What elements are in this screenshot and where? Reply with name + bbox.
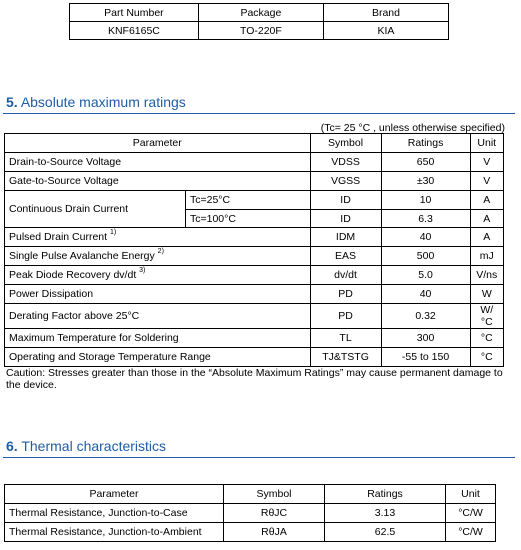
param-cell: Thermal Resistance, Junction-to-Ambient — [5, 523, 224, 542]
header-symbol: Symbol — [224, 485, 325, 504]
table-header-row — [5, 485, 496, 504]
rating-cell: 500 — [381, 247, 470, 266]
param-cell: Continuous Drain Current — [5, 190, 186, 228]
symbol-cell: dv/dt — [310, 266, 381, 285]
section-title-text: Absolute maximum ratings — [20, 94, 186, 110]
section-divider — [3, 113, 515, 114]
table-row — [5, 266, 504, 285]
rating-cell: 10 — [381, 190, 470, 209]
table-row — [5, 152, 504, 171]
rating-cell: 3.13 — [325, 504, 446, 523]
symbol-cell: RθJA — [224, 523, 325, 542]
rating-cell: 40 — [381, 285, 470, 304]
header-package: Package — [198, 4, 323, 22]
symbol-cell: ID — [310, 190, 381, 209]
symbol-cell: VDSS — [310, 152, 381, 171]
header-brand: Brand — [323, 4, 448, 22]
table-row — [5, 504, 496, 523]
header-symbol: Symbol — [310, 134, 381, 153]
unit-cell: A — [470, 228, 503, 247]
unit-cell: W/°C — [470, 304, 503, 329]
test-condition-note: (Tc= 25 °C , unless otherwise specified) — [320, 122, 505, 134]
table-header-row — [70, 4, 449, 22]
table-row — [5, 247, 504, 266]
symbol-cell: TL — [310, 329, 381, 348]
part-info-table — [69, 3, 449, 40]
section-number: 6. — [6, 438, 18, 454]
symbol-cell: PD — [310, 304, 381, 329]
symbol-cell: EAS — [310, 247, 381, 266]
thermal-characteristics-table — [4, 484, 496, 542]
unit-cell: °C — [470, 329, 503, 348]
rating-cell: 300 — [381, 329, 470, 348]
section-number: 5. — [6, 94, 18, 110]
table-row — [70, 22, 449, 40]
header-parameter: Parameter — [5, 485, 224, 504]
symbol-cell: RθJC — [224, 504, 325, 523]
section-5-heading — [6, 94, 186, 110]
section-title-text: Thermal characteristics — [21, 438, 167, 454]
param-text: Peak Diode Recovery dv/dt — [9, 269, 137, 282]
header-unit: Unit — [470, 134, 503, 153]
symbol-cell: PD — [310, 285, 381, 304]
param-cell: Maximum Temperature for Soldering — [5, 329, 311, 348]
param-cell: Gate-to-Source Voltage — [5, 171, 311, 190]
header-unit: Unit — [446, 485, 496, 504]
table-row — [5, 285, 504, 304]
unit-cell: W — [470, 285, 503, 304]
param-cell — [5, 228, 311, 247]
rating-cell: ±30 — [381, 171, 470, 190]
param-text: Single Pulse Avalanche Energy — [9, 250, 155, 263]
rating-cell: 0.32 — [381, 304, 470, 329]
unit-cell: V/ns — [470, 266, 503, 285]
symbol-cell: TJ&TSTG — [310, 347, 381, 366]
table-row — [5, 171, 504, 190]
unit-cell: A — [470, 209, 503, 228]
param-cell — [5, 266, 311, 285]
unit-cell: mJ — [470, 247, 503, 266]
footnote-ref: 2) — [157, 248, 164, 256]
rating-cell: 40 — [381, 228, 470, 247]
table-row — [5, 523, 496, 542]
condition-cell: Tc=100°C — [186, 209, 311, 228]
param-cell: Derating Factor above 25°C — [5, 304, 311, 329]
brand-value: KIA — [323, 22, 448, 40]
footnote-ref: 1) — [109, 229, 117, 237]
param-cell: Drain-to-Source Voltage — [5, 152, 311, 171]
footnote-ref: 3) — [139, 267, 146, 275]
part-number-value: KNF6165C — [70, 22, 199, 40]
table-row — [5, 190, 504, 209]
rating-cell: 6.3 — [381, 209, 470, 228]
condition-cell: Tc=25°C — [186, 190, 311, 209]
symbol-cell: VGSS — [310, 171, 381, 190]
header-ratings: Ratings — [325, 485, 446, 504]
unit-cell: °C — [470, 347, 503, 366]
param-cell: Thermal Resistance, Junction-to-Case — [5, 504, 224, 523]
param-cell — [5, 247, 311, 266]
header-ratings: Ratings — [381, 134, 470, 153]
rating-cell: 650 — [381, 152, 470, 171]
header-part-number: Part Number — [70, 4, 199, 22]
rating-cell: 5.0 — [381, 266, 470, 285]
absolute-max-ratings-table — [4, 133, 504, 367]
symbol-cell: ID — [310, 209, 381, 228]
header-parameter: Parameter — [5, 134, 311, 153]
param-text: Pulsed Drain Current — [9, 231, 108, 244]
table-row — [5, 228, 504, 247]
rating-cell: -55 to 150 — [381, 347, 470, 366]
unit-cell: V — [470, 152, 503, 171]
unit-cell: A — [470, 190, 503, 209]
table-row — [5, 329, 504, 348]
section-6-heading — [6, 438, 166, 454]
rating-cell: 62.5 — [325, 523, 446, 542]
unit-cell: V — [470, 171, 503, 190]
section-divider — [3, 457, 515, 458]
unit-cell: °C/W — [446, 523, 496, 542]
param-cell: Power Dissipation — [5, 285, 311, 304]
table-row — [5, 304, 504, 329]
caution-note: Caution: Stresses greater than those in the “Absolute Maximum Ratings” may cause permanent damage to the device. — [6, 367, 503, 391]
table-row — [5, 347, 504, 366]
symbol-cell: IDM — [310, 228, 381, 247]
unit-cell: °C/W — [446, 504, 496, 523]
param-cell: Operating and Storage Temperature Range — [5, 347, 311, 366]
table-header-row — [5, 134, 504, 153]
package-value: TO-220F — [198, 22, 323, 40]
